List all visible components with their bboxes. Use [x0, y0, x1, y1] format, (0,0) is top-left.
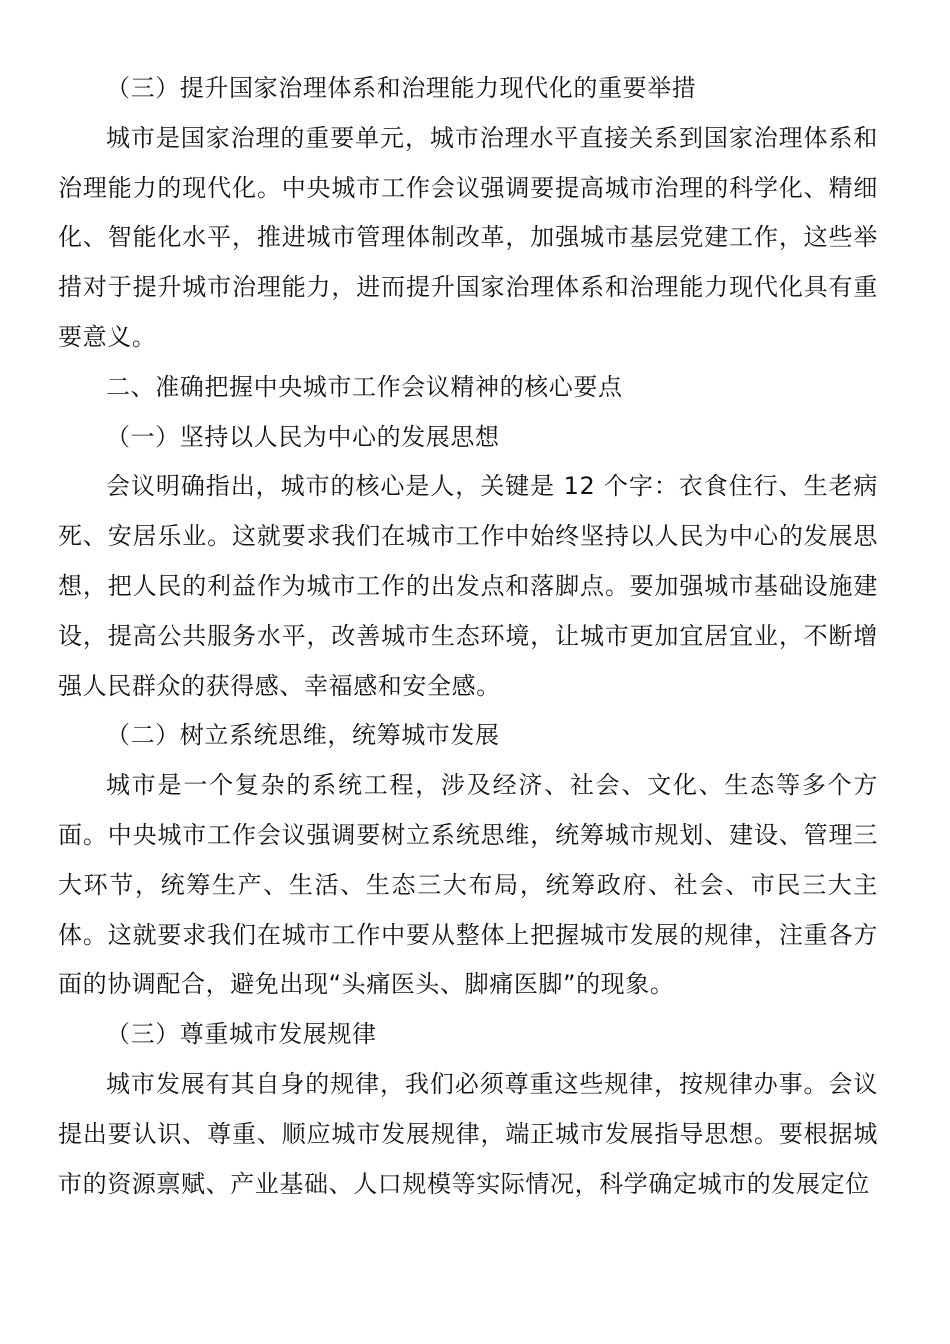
paragraph-development-laws: 城市发展有其自身的规律，我们必须尊重这些规律，按规律办事。会议提出要认识、尊重、顺应城市发展规律，端正城市发展指导思想。要根据城市的资源禀赋、产业基础、人口规模等实际情况，科学确定城市的发展定位 — [58, 1069, 878, 1198]
document-body — [58, 64, 878, 1209]
paragraph-people-centered: 会议明确指出，城市的核心是人，关键是 12 个字：衣食住行、生老病死、安居乐业。这就要求我们在城市工作中始终坚持以人民为中心的发展思想，把人民的利益作为城市工作的出发点和落脚点。要加强城市基础设施建设，提高公共服务水平，改善城市生态环境，让城市更加宜居宜业，不断增强人民群众的获得感、幸福感和安全感。 — [58, 472, 878, 700]
subheading-systems-thinking: （二）树立系统思维，统筹城市发展 — [106, 721, 500, 750]
paragraph-systems-thinking: 城市是一个复杂的系统工程，涉及经济、社会、文化、生态等多个方面。中央城市工作会议强调要树立系统思维，统筹城市规划、建设、管理三大环节，统筹生产、生活、生态三大布局，统筹政府、社会、市民三大主体。这就要求我们在城市工作中要从整体上把握城市发展的规律，注重各方面的协调配合，避免出现“头痛医头、脚痛医脚”的现象。 — [58, 771, 878, 999]
subheading-development-laws: （三）尊重城市发展规律 — [106, 1020, 377, 1049]
section-heading-core-points: 二、准确把握中央城市工作会议精神的核心要点 — [106, 372, 623, 401]
subheading-people-centered: （一）坚持以人民为中心的发展思想 — [106, 422, 500, 451]
subheading-governance-measures: （三）提升国家治理体系和治理能力现代化的重要举措 — [106, 74, 697, 102]
paragraph-governance: 城市是国家治理的重要单元，城市治理水平直接关系到国家治理体系和治理能力的现代化。中央城市工作会议强调要提高城市治理的科学化、精细化、智能化水平，推进城市管理体制改革，加强城市基层党建工作，这些举措对于提升城市治理能力，进而提升国家治理体系和治理能力现代化具有重要意义。 — [58, 123, 878, 351]
